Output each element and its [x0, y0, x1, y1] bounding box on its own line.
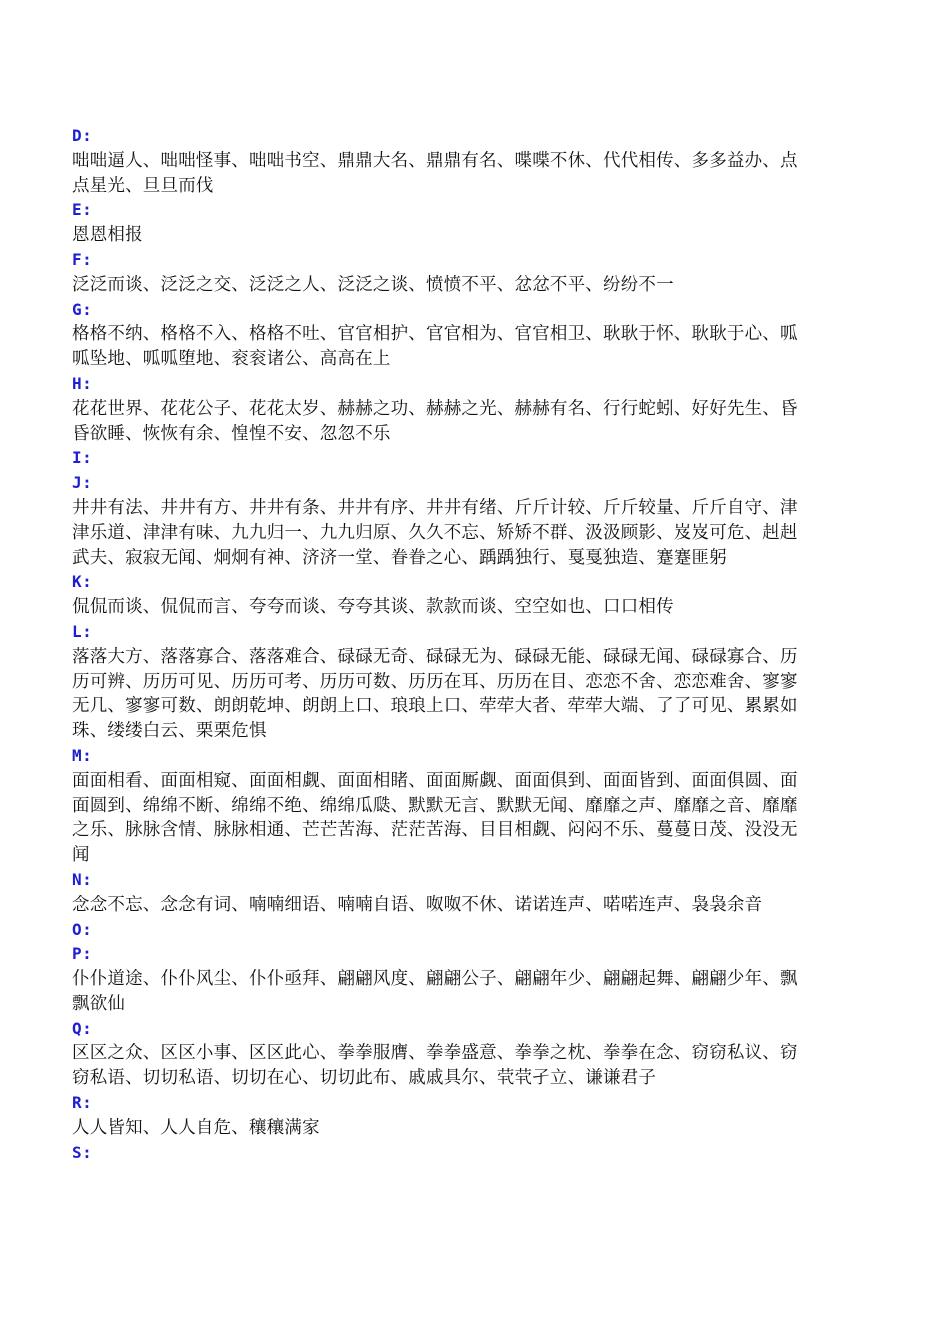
section-text-d: 咄咄逼人、咄咄怪事、咄咄书空、鼎鼎大名、鼎鼎有名、喋喋不休、代代相传、多多益办、点点星光、旦旦而伐	[72, 150, 798, 196]
section-heading-o: O:	[72, 919, 93, 939]
section-heading-f: F:	[72, 249, 93, 269]
document-body	[72, 124, 812, 1165]
section-heading-k: K:	[72, 572, 93, 592]
section-heading-e: E:	[72, 200, 93, 220]
section-heading-h: H:	[72, 373, 93, 393]
section-heading-n: N:	[72, 869, 93, 889]
section-text-l: 落落大方、落落寡合、落落难合、碌碌无奇、碌碌无为、碌碌无能、碌碌无闻、碌碌寡合、历历可辨、历历可见、历历可考、历历可数、历历在耳、历历在目、恋恋不舍、恋恋难舍、寥寥无几、寥寥可数、朗朗乾坤、朗朗上口、琅琅上口、荦荦大者、荦荦大端、了了可见、累累如珠、缕缕白云、栗栗危惧	[72, 646, 798, 742]
section-heading-m: M:	[72, 745, 93, 765]
section-text-q: 区区之众、区区小事、区区此心、拳拳服膺、拳拳盛意、拳拳之枕、拳拳在念、窃窃私议、窃窃私语、切切私语、切切在心、切切此布、戚戚具尔、茕茕孑立、谦谦君子	[72, 1043, 798, 1089]
section-text-r: 人人皆知、人人自危、穰穰满家	[72, 1117, 320, 1138]
section-heading-l: L:	[72, 621, 93, 641]
section-text-j: 井井有法、井井有方、井井有条、井井有序、井井有绪、斤斤计较、斤斤较量、斤斤自守、津津乐道、津津有味、九九归一、九九归原、久久不忘、矫矫不群、汲汲顾影、岌岌可危、赳赳武夫、寂寂无闻、炯炯有神、济济一堂、眷眷之心、踽踽独行、戛戛独造、蹇蹇匪躬	[72, 497, 798, 568]
section-text-n: 念念不忘、念念有词、喃喃细语、喃喃自语、呶呶不休、诺诺连声、喏喏连声、袅袅余音	[72, 894, 763, 915]
section-heading-i: I:	[72, 448, 93, 468]
section-heading-g: G:	[72, 299, 93, 319]
section-heading-j: J:	[72, 473, 93, 493]
section-text-e: 恩恩相报	[72, 225, 143, 246]
section-heading-q: Q:	[72, 1018, 93, 1038]
section-heading-s: S:	[72, 1142, 93, 1162]
section-heading-r: R:	[72, 1093, 93, 1113]
section-text-h: 花花世界、花花公子、花花太岁、赫赫之功、赫赫之光、赫赫有名、行行蛇蚓、好好先生、昏昏欲睡、恢恢有余、惶惶不安、忽忽不乐	[72, 398, 798, 444]
section-heading-p: P:	[72, 944, 93, 964]
section-text-k: 侃侃而谈、侃侃而言、夸夸而谈、夸夸其谈、款款而谈、空空如也、口口相传	[72, 597, 674, 618]
section-text-p: 仆仆道途、仆仆风尘、仆仆亟拜、翩翩风度、翩翩公子、翩翩年少、翩翩起舞、翩翩少年、飘飘欲仙	[72, 969, 798, 1014]
section-text-g: 格格不纳、格格不入、格格不吐、官官相护、官官相为、官官相卫、耿耿于怀、耿耿于心、呱呱坠地、呱呱堕地、衮衮诸公、高高在上	[72, 324, 798, 370]
section-text-f: 泛泛而谈、泛泛之交、泛泛之人、泛泛之谈、愤愤不平、忿忿不平、纷纷不一	[72, 274, 674, 295]
section-text-m: 面面相看、面面相窥、面面相觑、面面相睹、面面厮觑、面面俱到、面面皆到、面面俱圆、面面圆到、绵绵不断、绵绵不绝、绵绵瓜瓞、默默无言、默默无闻、靡靡之声、靡靡之音、靡靡之乐、脉脉含情、脉脉相通、芒芒苦海、茫茫苦海、目目相觑、闷闷不乐、蔓蔓日茂、没没无闻	[72, 770, 798, 866]
section-heading-d: D:	[72, 126, 93, 145]
